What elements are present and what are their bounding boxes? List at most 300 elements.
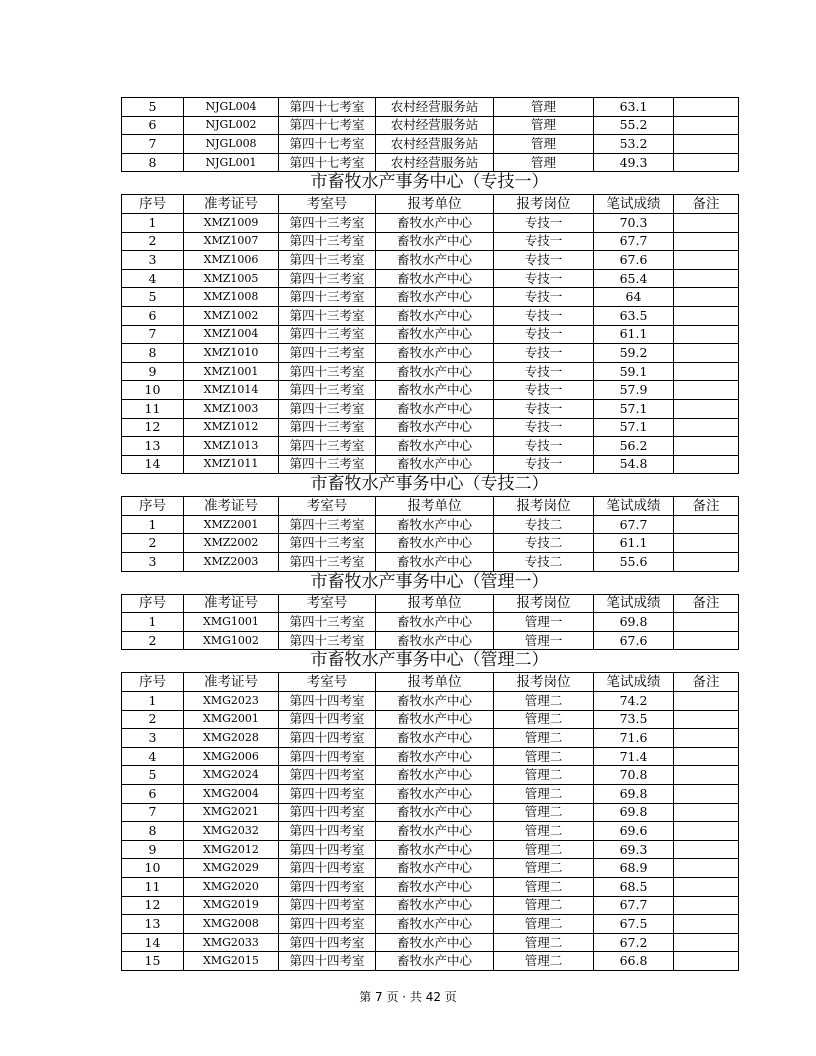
table-cell: 畜牧水产中心 (376, 952, 494, 971)
table-cell (674, 822, 739, 841)
table-cell: 专技一 (494, 325, 594, 344)
table-cell: 54.8 (594, 455, 674, 474)
table-cell: 管理二 (494, 859, 594, 878)
table-row (122, 362, 739, 381)
header-cell: 准考证号 (184, 594, 279, 613)
table-cell: 专技一 (494, 344, 594, 363)
header-cell: 报考单位 (376, 673, 494, 692)
table-cell: NJGL004 (184, 98, 279, 117)
table-cell: 68.9 (594, 859, 674, 878)
table-cell: 专技一 (494, 455, 594, 474)
table-cell: 专技一 (494, 418, 594, 437)
section-title: 市畜牧水产事务中心（管理二） (310, 650, 549, 671)
table-cell: 第四十三考室 (279, 613, 376, 632)
table-cell: 第四十七考室 (279, 135, 376, 154)
table-cell: 畜牧水产中心 (376, 232, 494, 251)
table-cell: 第四十三考室 (279, 381, 376, 400)
table-cell: XMZ2002 (184, 534, 279, 553)
table-cell: 70.8 (594, 766, 674, 785)
table-row (122, 859, 739, 878)
table-cell: 第四十三考室 (279, 269, 376, 288)
table-row (122, 455, 739, 474)
table-cell: 2 (122, 232, 184, 251)
table-cell: 畜牧水产中心 (376, 877, 494, 896)
table-cell: 69.8 (594, 785, 674, 804)
table-cell: 11 (122, 399, 184, 418)
table-cell: 畜牧水产中心 (376, 362, 494, 381)
table-cell: 管理 (494, 135, 594, 154)
table-cell: XMZ2003 (184, 553, 279, 572)
table-row (122, 729, 739, 748)
table-cell (674, 306, 739, 325)
table-cell (674, 437, 739, 456)
header-cell: 考室号 (279, 195, 376, 214)
score-table (121, 672, 739, 971)
table-cell: 第四十三考室 (279, 213, 376, 232)
score-table (121, 97, 739, 172)
table-cell: 第四十四考室 (279, 803, 376, 822)
table-cell: 第四十四考室 (279, 710, 376, 729)
table-row (122, 952, 739, 971)
header-cell: 报考岗位 (494, 195, 594, 214)
table-cell: 56.2 (594, 437, 674, 456)
table-cell: XMG1002 (184, 631, 279, 650)
table-cell: XMG1001 (184, 613, 279, 632)
table-cell: 69.8 (594, 613, 674, 632)
table-cell: 59.1 (594, 362, 674, 381)
table-cell: 第四十七考室 (279, 98, 376, 117)
table-row (122, 710, 739, 729)
header-cell: 准考证号 (184, 195, 279, 214)
table-cell: 第四十四考室 (279, 915, 376, 934)
table-cell (674, 785, 739, 804)
table-cell (674, 251, 739, 270)
header-cell: 笔试成绩 (594, 497, 674, 516)
table-cell: 64 (594, 288, 674, 307)
header-cell: 备注 (674, 497, 739, 516)
table-cell: 2 (122, 534, 184, 553)
table-cell: 管理 (494, 153, 594, 172)
table-cell: 畜牧水产中心 (376, 288, 494, 307)
table-row (122, 515, 739, 534)
table-cell: 第四十三考室 (279, 399, 376, 418)
table-cell: 第四十三考室 (279, 344, 376, 363)
header-cell: 序号 (122, 673, 184, 692)
table-row (122, 822, 739, 841)
table-cell: 畜牧水产中心 (376, 822, 494, 841)
table-cell: 管理一 (494, 613, 594, 632)
table-row (122, 153, 739, 172)
table-cell: NJGL001 (184, 153, 279, 172)
table-cell: 第四十三考室 (279, 418, 376, 437)
table-row (122, 803, 739, 822)
table-cell (674, 515, 739, 534)
table-cell: XMZ1004 (184, 325, 279, 344)
table-cell: 第四十四考室 (279, 933, 376, 952)
table-cell: XMZ1008 (184, 288, 279, 307)
table-cell: XMG2029 (184, 859, 279, 878)
table-cell (674, 232, 739, 251)
table-cell: 畜牧水产中心 (376, 437, 494, 456)
table-cell: 63.5 (594, 306, 674, 325)
table-cell: 畜牧水产中心 (376, 553, 494, 572)
table-row (122, 269, 739, 288)
table-cell (674, 553, 739, 572)
table-cell: 专技一 (494, 437, 594, 456)
table-cell (674, 98, 739, 117)
table-cell: XMG2004 (184, 785, 279, 804)
table-cell (674, 399, 739, 418)
table-cell: 67.6 (594, 631, 674, 650)
table-row (122, 747, 739, 766)
header-cell: 考室号 (279, 594, 376, 613)
header-cell: 备注 (674, 195, 739, 214)
table-cell: 67.6 (594, 251, 674, 270)
table-cell (674, 952, 739, 971)
table-cell: 第四十三考室 (279, 455, 376, 474)
table-cell: 第四十四考室 (279, 822, 376, 841)
table-cell: 第四十三考室 (279, 325, 376, 344)
table-cell: 第四十三考室 (279, 437, 376, 456)
table-cell: 第四十四考室 (279, 859, 376, 878)
table-cell: 13 (122, 915, 184, 934)
table-cell: 第四十四考室 (279, 877, 376, 896)
header-cell: 序号 (122, 195, 184, 214)
table-cell: XMZ1012 (184, 418, 279, 437)
table-cell: 畜牧水产中心 (376, 915, 494, 934)
table-row (122, 915, 739, 934)
table-cell: 63.1 (594, 98, 674, 117)
table-row (122, 344, 739, 363)
table-cell: XMG2033 (184, 933, 279, 952)
header-cell: 报考岗位 (494, 497, 594, 516)
header-cell: 序号 (122, 594, 184, 613)
header-cell: 报考岗位 (494, 594, 594, 613)
table-cell: 畜牧水产中心 (376, 859, 494, 878)
table-cell: 第四十四考室 (279, 896, 376, 915)
table-cell: 畜牧水产中心 (376, 933, 494, 952)
header-cell: 考室号 (279, 497, 376, 516)
table-cell: 管理二 (494, 710, 594, 729)
table-cell: 第四十三考室 (279, 553, 376, 572)
table-cell: 7 (122, 325, 184, 344)
table-cell: 8 (122, 153, 184, 172)
table-cell: 畜牧水产中心 (376, 515, 494, 534)
table-cell: 管理二 (494, 692, 594, 711)
table-cell: 专技一 (494, 381, 594, 400)
table-cell: 61.1 (594, 534, 674, 553)
table-row (122, 766, 739, 785)
table-cell: 57.9 (594, 381, 674, 400)
table-row (122, 692, 739, 711)
table-row (122, 896, 739, 915)
table-cell: 6 (122, 306, 184, 325)
table-cell (674, 729, 739, 748)
table-cell: 管理一 (494, 631, 594, 650)
table-header-row (122, 195, 739, 214)
table-cell: 畜牧水产中心 (376, 306, 494, 325)
table-cell: XMZ1009 (184, 213, 279, 232)
table-cell: 第四十七考室 (279, 116, 376, 135)
table-row (122, 553, 739, 572)
header-cell: 笔试成绩 (594, 673, 674, 692)
table-cell: 管理 (494, 98, 594, 117)
table-cell: 畜牧水产中心 (376, 213, 494, 232)
table-cell: 5 (122, 766, 184, 785)
table-cell: 管理二 (494, 915, 594, 934)
table-cell: 畜牧水产中心 (376, 766, 494, 785)
table-row (122, 213, 739, 232)
table-cell: 畜牧水产中心 (376, 729, 494, 748)
table-cell: 第四十四考室 (279, 747, 376, 766)
table-cell: 畜牧水产中心 (376, 785, 494, 804)
table-cell: 1 (122, 515, 184, 534)
table-cell: 畜牧水产中心 (376, 803, 494, 822)
table-cell (674, 877, 739, 896)
table-cell: 第四十三考室 (279, 232, 376, 251)
table-cell: XMG2032 (184, 822, 279, 841)
table-cell: 71.6 (594, 729, 674, 748)
table-cell: 12 (122, 896, 184, 915)
document-content (121, 97, 738, 971)
table-cell: 7 (122, 135, 184, 154)
table-cell: 畜牧水产中心 (376, 747, 494, 766)
table-cell: 畜牧水产中心 (376, 840, 494, 859)
table-cell: 3 (122, 251, 184, 270)
table-cell: 管理二 (494, 785, 594, 804)
table-cell: XMG2015 (184, 952, 279, 971)
table-cell: 7 (122, 803, 184, 822)
table-cell: 第四十三考室 (279, 362, 376, 381)
table-cell: 第四十三考室 (279, 288, 376, 307)
table-cell: 65.4 (594, 269, 674, 288)
table-cell: 9 (122, 362, 184, 381)
table-cell (674, 933, 739, 952)
table-cell (674, 381, 739, 400)
table-cell: 专技一 (494, 288, 594, 307)
table-cell: XMZ1005 (184, 269, 279, 288)
table-cell: 第四十七考室 (279, 153, 376, 172)
table-cell: 1 (122, 613, 184, 632)
table-cell (674, 135, 739, 154)
table-cell: XMZ1003 (184, 399, 279, 418)
table-cell (674, 153, 739, 172)
header-cell: 准考证号 (184, 673, 279, 692)
table-cell: 畜牧水产中心 (376, 613, 494, 632)
table-cell: 管理二 (494, 747, 594, 766)
table-cell: 第四十四考室 (279, 785, 376, 804)
table-row (122, 840, 739, 859)
table-cell (674, 840, 739, 859)
table-cell: 70.3 (594, 213, 674, 232)
table-cell: 第四十三考室 (279, 306, 376, 325)
table-cell: 第四十四考室 (279, 840, 376, 859)
table-cell (674, 116, 739, 135)
score-table (121, 194, 739, 474)
table-cell: 管理二 (494, 952, 594, 971)
table-row (122, 933, 739, 952)
table-cell: 畜牧水产中心 (376, 455, 494, 474)
table-cell: 2 (122, 631, 184, 650)
table-cell: XMZ1006 (184, 251, 279, 270)
table-row (122, 534, 739, 553)
table-cell: 管理二 (494, 766, 594, 785)
table-cell: 53.2 (594, 135, 674, 154)
table-cell: 9 (122, 840, 184, 859)
table-row (122, 325, 739, 344)
table-cell: 畜牧水产中心 (376, 381, 494, 400)
table-cell: XMZ1002 (184, 306, 279, 325)
table-cell: 第四十三考室 (279, 251, 376, 270)
page-footer: 第 7 页 · 共 42 页 (359, 990, 457, 1004)
table-cell: XMZ1007 (184, 232, 279, 251)
table-cell: 管理 (494, 116, 594, 135)
table-cell: 农村经营服务站 (376, 116, 494, 135)
header-cell: 笔试成绩 (594, 594, 674, 613)
table-cell: 管理二 (494, 933, 594, 952)
table-row (122, 785, 739, 804)
header-cell: 序号 (122, 497, 184, 516)
table-cell: 2 (122, 710, 184, 729)
table-cell (674, 325, 739, 344)
table-cell: 第四十四考室 (279, 729, 376, 748)
table-cell: 10 (122, 859, 184, 878)
table-cell: 畜牧水产中心 (376, 631, 494, 650)
table-cell: 畜牧水产中心 (376, 251, 494, 270)
table-cell: 57.1 (594, 399, 674, 418)
table-header-row (122, 594, 739, 613)
table-row (122, 437, 739, 456)
section-title: 市畜牧水产事务中心（专技一） (310, 172, 549, 193)
table-cell: XMG2012 (184, 840, 279, 859)
table-cell: XMZ1001 (184, 362, 279, 381)
table-cell: 67.7 (594, 232, 674, 251)
table-cell: 8 (122, 344, 184, 363)
table-cell (674, 766, 739, 785)
table-cell: 6 (122, 116, 184, 135)
table-row (122, 135, 739, 154)
table-cell: 第四十三考室 (279, 631, 376, 650)
table-cell: 67.7 (594, 515, 674, 534)
table-cell: 管理二 (494, 803, 594, 822)
header-cell: 报考岗位 (494, 673, 594, 692)
table-cell: 畜牧水产中心 (376, 896, 494, 915)
table-cell: 管理二 (494, 877, 594, 896)
table-cell: 67.5 (594, 915, 674, 934)
table-cell: 13 (122, 437, 184, 456)
table-cell: XMG2021 (184, 803, 279, 822)
table-cell (674, 213, 739, 232)
table-cell: 55.2 (594, 116, 674, 135)
table-cell: 69.6 (594, 822, 674, 841)
table-cell: 畜牧水产中心 (376, 269, 494, 288)
table-cell: 67.7 (594, 896, 674, 915)
table-cell: 管理二 (494, 840, 594, 859)
table-cell (674, 288, 739, 307)
table-cell: 15 (122, 952, 184, 971)
table-cell: 畜牧水产中心 (376, 399, 494, 418)
table-cell: 第四十四考室 (279, 766, 376, 785)
table-cell (674, 455, 739, 474)
table-cell: 68.5 (594, 877, 674, 896)
table-cell: XMZ2001 (184, 515, 279, 534)
header-cell: 报考单位 (376, 497, 494, 516)
section-title: 市畜牧水产事务中心（专技二） (310, 474, 549, 495)
table-cell: 畜牧水产中心 (376, 325, 494, 344)
table-cell: 畜牧水产中心 (376, 710, 494, 729)
table-cell: 农村经营服务站 (376, 98, 494, 117)
table-cell (674, 269, 739, 288)
table-cell: 59.2 (594, 344, 674, 363)
table-cell: 第四十三考室 (279, 515, 376, 534)
table-cell: 专技二 (494, 553, 594, 572)
table-header-row (122, 673, 739, 692)
table-cell: 6 (122, 785, 184, 804)
table-cell: 畜牧水产中心 (376, 418, 494, 437)
table-cell: 第四十三考室 (279, 534, 376, 553)
table-cell: XMG2024 (184, 766, 279, 785)
table-cell: 4 (122, 747, 184, 766)
table-header-row (122, 497, 739, 516)
table-cell: 10 (122, 381, 184, 400)
table-cell: 农村经营服务站 (376, 153, 494, 172)
table-cell: 第四十四考室 (279, 692, 376, 711)
table-cell: 专技一 (494, 306, 594, 325)
table-cell: XMG2008 (184, 915, 279, 934)
table-cell (674, 710, 739, 729)
table-cell: XMZ1014 (184, 381, 279, 400)
table-cell: 畜牧水产中心 (376, 344, 494, 363)
table-row (122, 306, 739, 325)
table-cell: XMG2023 (184, 692, 279, 711)
table-row (122, 631, 739, 650)
table-cell: 3 (122, 553, 184, 572)
table-cell (674, 692, 739, 711)
table-cell: XMG2001 (184, 710, 279, 729)
table-row (122, 381, 739, 400)
table-row (122, 418, 739, 437)
table-cell (674, 344, 739, 363)
table-cell (674, 613, 739, 632)
table-row (122, 877, 739, 896)
table-cell: 管理二 (494, 822, 594, 841)
table-cell: 12 (122, 418, 184, 437)
table-cell: 5 (122, 98, 184, 117)
table-cell: 第四十四考室 (279, 952, 376, 971)
table-cell: 55.6 (594, 553, 674, 572)
table-row (122, 251, 739, 270)
table-cell: 14 (122, 455, 184, 474)
table-cell (674, 896, 739, 915)
table-cell: 畜牧水产中心 (376, 692, 494, 711)
table-cell: 专技二 (494, 534, 594, 553)
table-cell (674, 859, 739, 878)
table-cell: XMG2020 (184, 877, 279, 896)
table-row (122, 613, 739, 632)
header-cell: 备注 (674, 594, 739, 613)
table-cell: 专技一 (494, 399, 594, 418)
table-row (122, 232, 739, 251)
table-cell: 74.2 (594, 692, 674, 711)
table-cell (674, 362, 739, 381)
table-cell: 73.5 (594, 710, 674, 729)
table-cell: 3 (122, 729, 184, 748)
table-cell: 畜牧水产中心 (376, 534, 494, 553)
table-cell: 1 (122, 692, 184, 711)
table-cell: 管理二 (494, 729, 594, 748)
table-row (122, 399, 739, 418)
table-cell (674, 803, 739, 822)
